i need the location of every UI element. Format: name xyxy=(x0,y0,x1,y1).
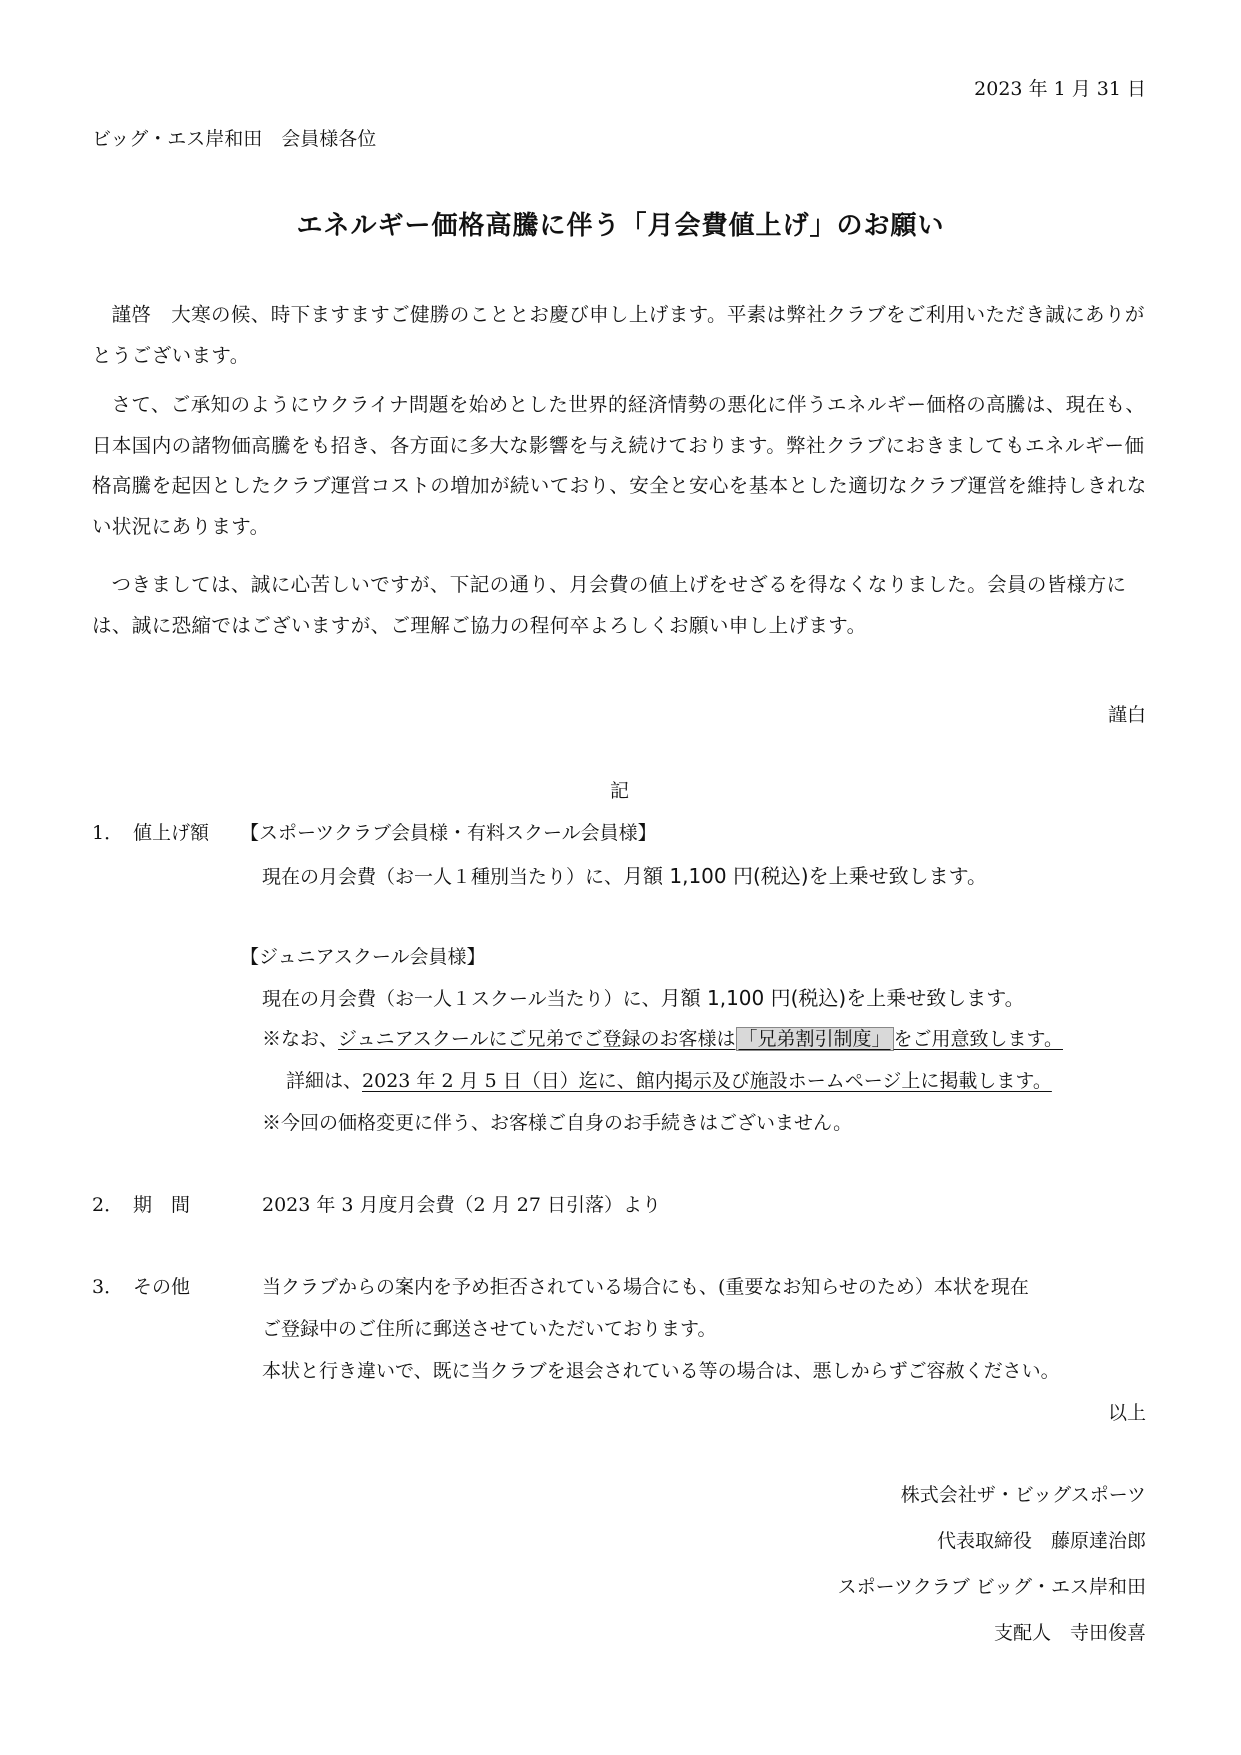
group1-text xyxy=(262,860,987,889)
paragraph-text: 謹啓 大寒の候、時下ますますご健勝のこととお慶び申し上げます。平素は弊社クラブをご利用いただき誠にありがとうございます。 xyxy=(92,303,1145,367)
closing-word: 謹白 xyxy=(1107,704,1146,726)
sibling-discount-highlight: 「兄弟割引制度」 xyxy=(736,1027,894,1051)
paragraph-text: つきましては、誠に心苦しいですが、下記の通り、月会費の値上げをせざるを得なくなりました。会員の皆様方には、誠に恐縮ではございますが、ご理解ご協力の程何卒よろしくお願い申し上げます。 xyxy=(92,573,1127,637)
item2-number: 2． xyxy=(92,1194,124,1216)
signature-company: 株式会社ザ・ビッグスポーツ xyxy=(900,1484,1146,1506)
note1-a: ※なお、 xyxy=(262,1028,339,1050)
letter-date: 2023 年 1 月 31 日 xyxy=(974,78,1146,100)
item3-line1: 当クラブからの案内を予め拒否されている場合にも、(重要なお知らせのため）本状を現在 xyxy=(262,1276,1029,1298)
item3-number: 3． xyxy=(92,1276,124,1298)
group1-heading: 【スポーツクラブ会員様・有料スクール会員様】 xyxy=(240,822,657,844)
group1-text-a: 現在の月会費（お一人１種別当たり）に、 xyxy=(262,866,624,888)
item1-number: 1． xyxy=(92,822,124,844)
item2-text: 2023 年 3 月度月会費（2 月 27 日引落）より xyxy=(262,1194,661,1216)
paragraph-greeting xyxy=(92,295,1152,376)
letter-title: エネルギー価格高騰に伴う「月会費値上げ」のお願い xyxy=(296,211,945,241)
note-no-procedure: ※今回の価格変更に伴う、お客様ご自身のお手続きはございません。 xyxy=(262,1112,853,1134)
note1-b: ジュニアスクールにご兄弟でご登録のお客様は xyxy=(338,1028,736,1050)
note-sibling-discount xyxy=(262,1024,1063,1051)
group2-text xyxy=(262,982,1025,1011)
signature-representative: 代表取締役 藤原達治郎 xyxy=(936,1530,1146,1552)
group2-text-a: 現在の月会費（お一人１スクール当たり）に、 xyxy=(262,988,661,1010)
item2-label: 期 間 xyxy=(133,1194,191,1216)
note-details xyxy=(286,1066,1052,1093)
group2-heading: 【ジュニアスクール会員様】 xyxy=(240,946,486,968)
group2-price: 月額 1,100 円(税込)を上乗せ致します。 xyxy=(660,986,1025,1010)
item3-line2: ご登録中のご住所に郵送させていただいております。 xyxy=(262,1318,717,1340)
group1-price: 月額 1,100 円(税込)を上乗せ致します。 xyxy=(623,864,987,888)
paragraph-reason xyxy=(92,385,1152,547)
paragraph-request xyxy=(92,565,1152,646)
signature-manager: 支配人 寺田俊喜 xyxy=(993,1622,1146,1644)
item1-label: 値上げ額 xyxy=(133,822,210,844)
note2-b: 2023 年 2 月 5 日（日）迄に、館内掲示及び施設ホームページ上に掲載します。 xyxy=(362,1070,1052,1092)
item3-line3: 本状と行き違いで、既に当クラブを退会されている等の場合は、悪しからずご容赦ください。 xyxy=(262,1360,1060,1382)
note2-a: 詳細は、 xyxy=(286,1070,363,1092)
addressee: ビッグ・エス岸和田 会員様各位 xyxy=(92,128,377,150)
signature-club: スポーツクラブ ビッグ・エス岸和田 xyxy=(837,1576,1146,1598)
ijo: 以上 xyxy=(1107,1402,1146,1424)
note1-d: をご用意致します。 xyxy=(893,1028,1063,1050)
paragraph-text: さて、ご承知のようにウクライナ問題を始めとした世界的経済情勢の悪化に伴うエネルギー価格の高騰は、現在も、日本国内の諸物価高騰をも招き、各方面に多大な影響を与え続けております。弊社クラブにおきましてもエネルギー価格高騰を起因としたクラブ運営コストの増加が続いており、安全と安心を基本とした適切なクラブ運営を維持しきれない状況にあります。 xyxy=(92,393,1147,538)
item3-label: その他 xyxy=(133,1276,191,1298)
ki-heading: 記 xyxy=(610,780,630,802)
